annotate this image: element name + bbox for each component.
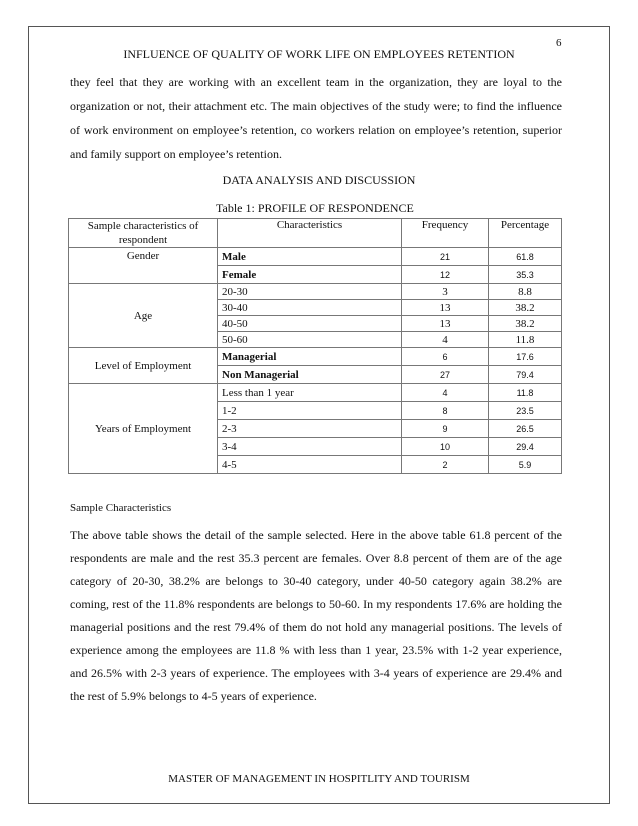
cell-percentage: 17.6 xyxy=(489,348,562,366)
cell-characteristic: 40-50 xyxy=(218,316,402,332)
cell-characteristic: Less than 1 year xyxy=(218,384,402,402)
cell-frequency: 2 xyxy=(402,456,489,474)
table-row xyxy=(69,248,562,266)
cell-percentage: 61.8 xyxy=(489,248,562,266)
cell-percentage: 35.3 xyxy=(489,266,562,284)
cell-percentage: 23.5 xyxy=(489,402,562,420)
cell-frequency: 6 xyxy=(402,348,489,366)
running-footer: MASTER OF MANAGEMENT IN HOSPITLITY AND TOURISM xyxy=(168,773,470,785)
cell-characteristic: 20-30 xyxy=(218,284,402,300)
section-heading: DATA ANALYSIS AND DISCUSSION xyxy=(222,173,416,187)
table-row xyxy=(69,384,562,402)
cell-characteristic: Managerial xyxy=(218,348,402,366)
cell-percentage: 38.2 xyxy=(489,300,562,316)
cell-frequency: 13 xyxy=(402,300,489,316)
cell-frequency: 27 xyxy=(402,366,489,384)
cell-frequency: 3 xyxy=(402,284,489,300)
cell-percentage: 38.2 xyxy=(489,316,562,332)
cell-frequency: 9 xyxy=(402,420,489,438)
cell-frequency: 4 xyxy=(402,384,489,402)
table-row xyxy=(69,348,562,366)
cell-characteristic: 50-60 xyxy=(218,332,402,348)
cell-characteristic: Non Managerial xyxy=(218,366,402,384)
cell-percentage: 8.8 xyxy=(489,284,562,300)
cell-frequency: 13 xyxy=(402,316,489,332)
profile-table xyxy=(68,218,562,474)
header-characteristics: Characteristics xyxy=(218,219,402,248)
header-percentage: Percentage xyxy=(489,219,562,248)
cell-percentage: 11.8 xyxy=(489,384,562,402)
running-header: INFLUENCE OF QUALITY OF WORK LIFE ON EMPLOYEES RETENTION xyxy=(123,47,515,61)
cell-frequency: 12 xyxy=(402,266,489,284)
cell-frequency: 21 xyxy=(402,248,489,266)
table-caption: Table 1: PROFILE OF RESPONDENCE xyxy=(216,201,414,215)
cell-percentage: 26.5 xyxy=(489,420,562,438)
cell-characteristic: 1-2 xyxy=(218,402,402,420)
subheading: Sample Characteristics xyxy=(70,502,172,514)
cell-frequency: 8 xyxy=(402,402,489,420)
page-number: 6 xyxy=(556,37,562,49)
header-frequency: Frequency xyxy=(402,219,489,248)
cell-characteristic: 4-5 xyxy=(218,456,402,474)
cell-percentage: 29.4 xyxy=(489,438,562,456)
cell-percentage: 79.4 xyxy=(489,366,562,384)
cell-frequency: 10 xyxy=(402,438,489,456)
table-row xyxy=(69,284,562,300)
cell-characteristic: Male xyxy=(218,248,402,266)
group-label-employment: Level of Employment xyxy=(69,348,218,384)
table-header-row xyxy=(69,219,562,248)
cell-percentage: 11.8 xyxy=(489,332,562,348)
cell-percentage: 5.9 xyxy=(489,456,562,474)
intro-paragraph: they feel that they are working with an excellent team in the organization, they are loyal to the organization or not, their attachment etc. The main objectives of the study were; to find the influence of work environment on employee’s retention, co workers relation on employee’s retention, superior and family support on employee’s retention. xyxy=(70,75,562,161)
group-label-age: Age xyxy=(69,284,218,348)
discussion-paragraph: The above table shows the detail of the sample selected. Here in the above table 61.8 percent of the respondents are male and the rest 35.3 percent are females. Over 8.8 percent of them are of the age category of 20-30, 38.2% are belongs to 30-40 category, under 40-50 category again 38.2% are coming, rest of the 11.8% respondents are belongs to 50-60. In my respondents 17.6% are holding the managerial positions and the rest 79.4% of them do not hold any managerial positions. The levels of experience among the employees are 11.8 % with less than 1 year, 23.5% with 1-2 year experience, and 26.5% with 2-3 years of experience. The employees with 3-4 years of experience are 29.4% and the rest of 5.9% belongs to 4-5 years of experience. xyxy=(70,528,562,703)
group-label-experience: Years of Employment xyxy=(69,384,218,474)
cell-characteristic: 2-3 xyxy=(218,420,402,438)
cell-frequency: 4 xyxy=(402,332,489,348)
header-sample: Sample characteristics of respondent xyxy=(69,219,218,248)
group-label-gender: Gender xyxy=(69,248,218,284)
cell-characteristic: 30-40 xyxy=(218,300,402,316)
cell-characteristic: 3-4 xyxy=(218,438,402,456)
cell-characteristic: Female xyxy=(218,266,402,284)
